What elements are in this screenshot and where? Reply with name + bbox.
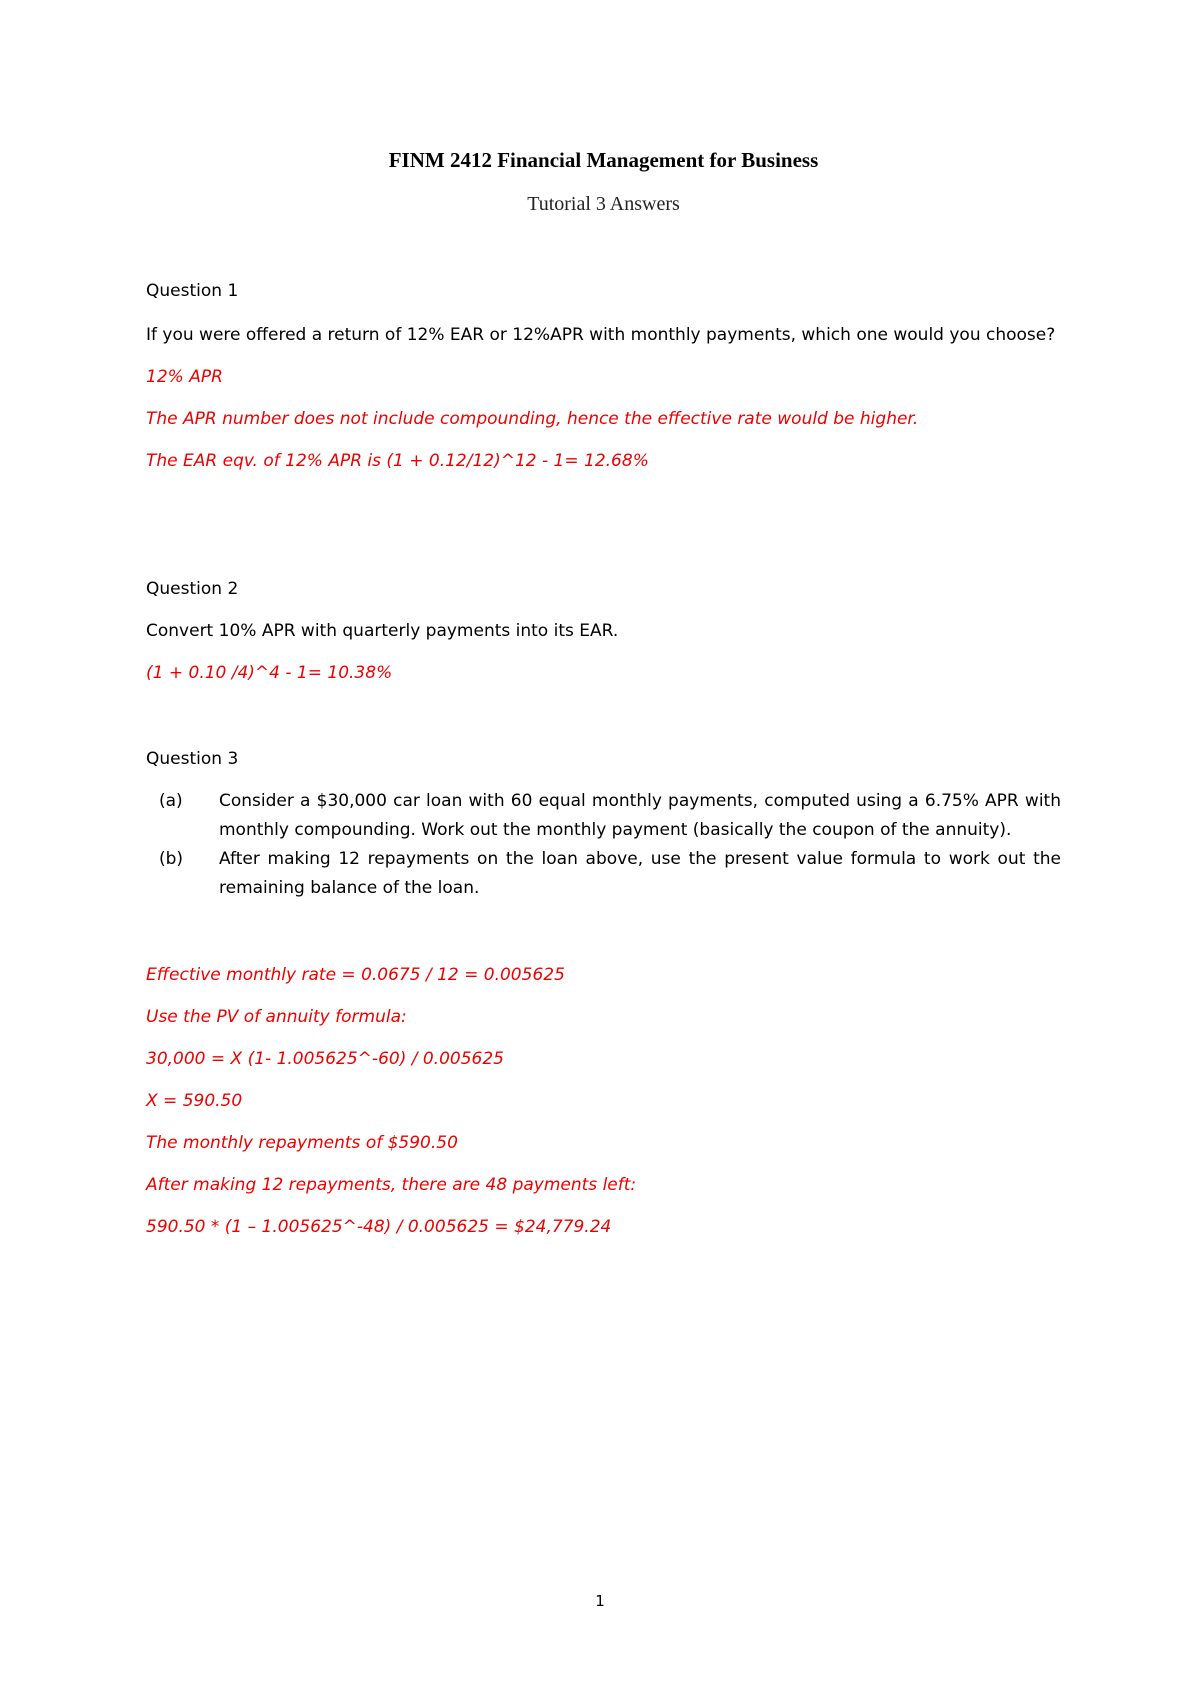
page-number: 1 [595,1592,605,1610]
list-item-text: Consider a $30,000 car loan with 60 equal monthly payments, computed using a 6.75% APR with monthly compounding. Work out the monthly payment (basically the coupon of the annuity). [219,791,1061,840]
question-3-answer-4: X = 590.50 [146,1091,243,1111]
question-1-text: If you were offered a return of 12% EAR or 12%APR with monthly payments, which one would you choose? [146,325,1056,345]
question-2-text: Convert 10% APR with quarterly payments into its EAR. [146,621,619,641]
question-1-answer-2: The APR number does not include compounding, hence the effective rate would be higher. [146,409,919,429]
document-title: FINM 2412 Financial Management for Business [388,148,819,172]
question-1-answer-3: The EAR eqv. of 12% APR is (1 + 0.12/12)^12 - 1= 12.68% [146,451,649,471]
question-2-answer-1: (1 + 0.10 /4)^4 - 1= 10.38% [146,663,393,683]
question-3-answer-2: Use the PV of annuity formula: [146,1007,407,1027]
question-1-heading: Question 1 [146,281,239,301]
document-subtitle: Tutorial 3 Answers [527,193,680,215]
question-3-part-b [146,845,1061,903]
list-marker: (a) [159,791,183,811]
list-item-text: After making 12 repayments on the loan above, use the present value formula to work out the remaining balance of the loan. [219,849,1061,898]
question-2-heading: Question 2 [146,579,239,599]
question-3-heading: Question 3 [146,749,239,769]
page-content [146,145,1061,1239]
question-3-answer-7: 590.50 * (1 – 1.005625^-48) / 0.005625 = $24,779.24 [146,1217,612,1237]
question-1-answer-1: 12% APR [146,367,223,387]
question-3-parts [146,787,1061,903]
question-3-answer-6: After making 12 repayments, there are 48 payments left: [146,1175,637,1195]
question-3-part-a [146,787,1061,845]
question-3-answer-3: 30,000 = X (1- 1.005625^-60) / 0.005625 [146,1049,504,1069]
list-marker: (b) [159,849,184,869]
question-3-answer-1: Effective monthly rate = 0.0675 / 12 = 0.005625 [146,965,565,985]
question-3-answer-5: The monthly repayments of $590.50 [146,1133,458,1153]
